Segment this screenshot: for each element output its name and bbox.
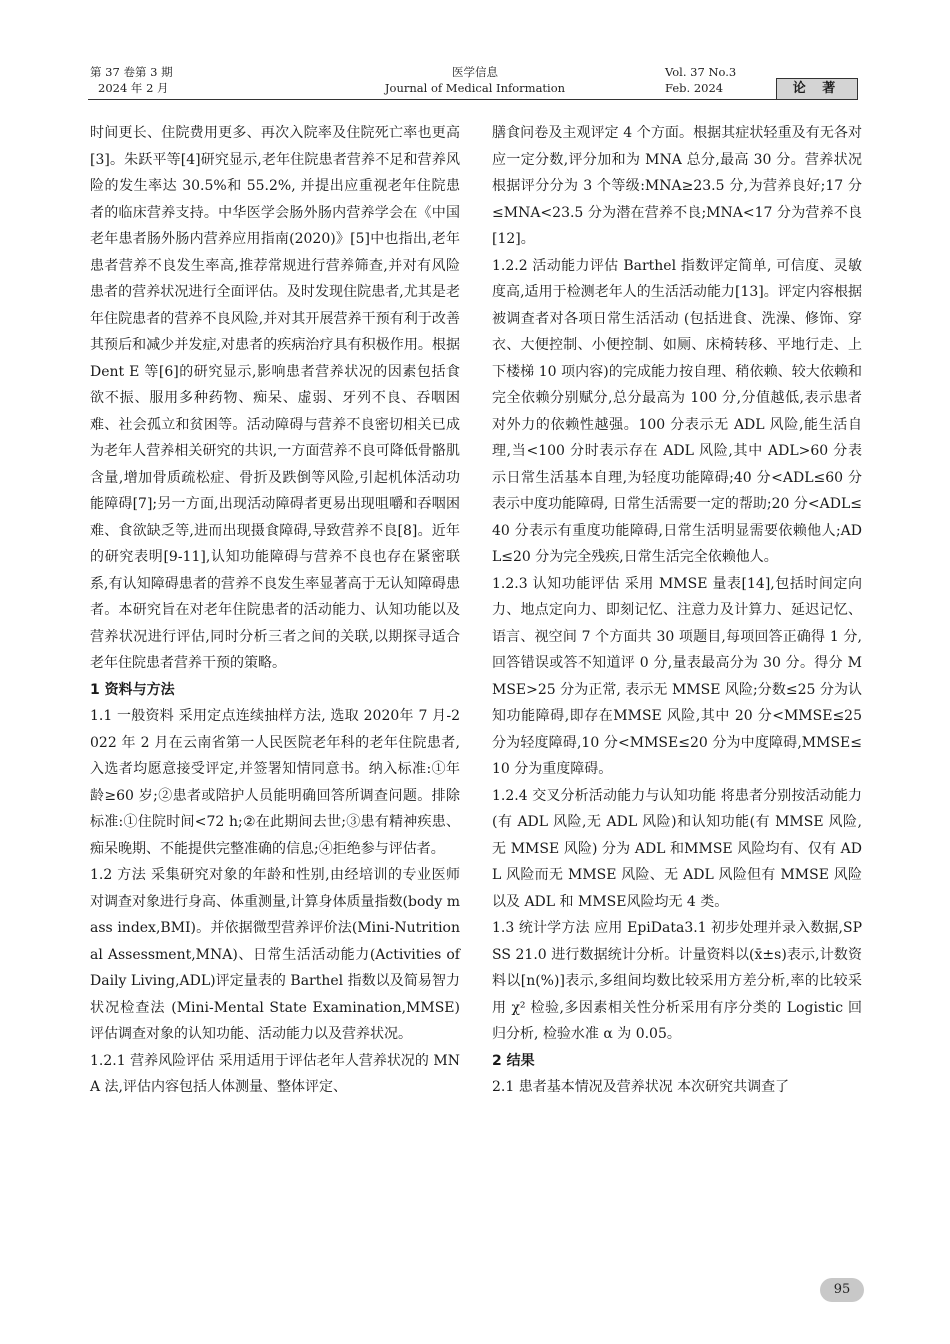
body-paragraph: 1.3 统计学方法 应用 EpiData3.1 初步处理并录入数据,SPSS 21.0 进行数据统计分析。计量资料以(x̄±s)表示,计数资料以[n(%)]表示,多组间均数比较采用方差分析,率的比较采用 χ² 检验,多因素相关性分析采用有序分类的 Logistic 回归分析, 检验水准 α 为 0.05。 — [492, 920, 862, 1042]
header-volume-line: 第 37 卷第 3 期 — [90, 65, 173, 79]
volume-en: Vol. 37 No.3 — [665, 65, 737, 79]
body-paragraph: 1.2.1 营养风险评估 采用适用于评估老年人营养状况的 MNA 法,评估内容包括人体测量、整体评定、 — [90, 1052, 460, 1095]
section-heading: 2 结果 — [492, 1052, 535, 1069]
journal-name-en: Journal of Medical Information — [384, 81, 566, 95]
header-volume-en — [665, 64, 736, 96]
body-paragraph: 1.1 一般资料 采用定点连续抽样方法, 选取 2020年 7 月-2022 年 2 月在云南省第一人民医院老年科的老年住院患者,入选者均愿意接受评定,并签署知情同意书。纳入标准:①年龄≥60 岁;②患者或陪护人员能明确回答所调查问题。排除标准:①住院时间<72 h;②在此期间去世;③患有精神疾患、痴呆晚期、不能提供完整准确的信息;④拒绝参与评估者。 — [90, 708, 460, 857]
body-paragraph: 1.2.2 活动能力评估 Barthel 指数评定简单, 可信度、灵敏度高,适用于检测老年人的生活活动能力[13]。评定内容根据被调查者对各项日常生活活动 (包括进食、洗澡、修饰、穿衣、大便控制、小便控制、如厕、床椅转移、平地行走、上下楼梯 10 项内容)的完成能力按自理、稍依赖、较大依赖和完全依赖分别赋分,总分最高为 100 分,分值越低,表示患者对外力的依赖性越强。100 分表示无 ADL 风险,能生活自理,当<100 分时表示存在 ADL 风险,其中 ADL>60 分表示日常生活基本自理,为轻度功能障碍;40 分<ADL≤60 分表示中度功能障碍, 日常生活需要一定的帮助;20 分<ADL≤40 分表示有重度功能障碍,日常生活明显需要依赖他人;ADL≤20 分为完全残疾,日常生活完全依赖他人。 — [492, 257, 862, 565]
header-rule — [88, 99, 858, 100]
body-paragraph: 1.2.4 交叉分析活动能力与认知功能 将患者分别按活动能力(有 ADL 风险,无 ADL 风险)和认知功能(有 MMSE 风险, 无 MMSE 风险) 分为 ADL 和MMSE 风险均有、仅有 ADL 风险而无 MMSE 风险、无 ADL 风险但有 MMSE 风险以及 ADL 和 MMSE风险均无 4 类。 — [492, 787, 862, 910]
journal-name-cn: 医学信息 — [452, 65, 498, 79]
page-number: 95 — [820, 1278, 864, 1302]
body-paragraph: 膳食问卷及主观评定 4 个方面。根据其症状轻重及有无各对应一定分数,评分加和为 MNA 总分,最高 30 分。营养状况根据评分分为 3 个等级:MNA≥23.5 分,为营养良好;17 分≤MNA<23.5 分为潜在营养不良;MNA<17 分为营养不良[12]。 — [492, 125, 862, 247]
right-column — [492, 120, 862, 1101]
section-heading: 1 资料与方法 — [90, 681, 175, 698]
body-paragraph: 1.2.3 认知功能评估 采用 MMSE 量表[14],包括时间定向力、地点定向力、即刻记忆、注意力及计算力、延迟记忆、语言、视空间 7 个方面共 30 项题目,每项回答正确得 1 分,回答错误或答不知道评 0 分,量表最高分为 30 分。得分 MMSE>25 分为正常, 表示无 MMSE 风险;分数≤25 分为认知功能障碍,即存在MMSE 风险,其中 20 分<MMSE≤25 分为轻度障碍,10 分<MMSE≤20 分为中度障碍,MMSE≤10 分为重度障碍。 — [492, 575, 862, 777]
section-badge: 论 著 — [776, 78, 858, 100]
body-paragraph: 时间更长、住院费用更多、再次入院率及住院死亡率也更高[3]。朱跃平等[4]研究显示,老年住院患者营养不足和营养风险的发生率达 30.5%和 55.2%, 并提出应重视老年住院患者的临床营养支持。中华医学会肠外肠内营养学会在《中国老年患者肠外肠内营养应用指南(2020)》[5]中也指出,老年患者营养不良发生率高,推荐常规进行营养筛查,并对有风险患者的营养状况进行全面评估。及时发现住院患者,尤其是老年住院患者的营养不良风险,并对其开展营养干预有利于改善其预后和减少并发症,对患者的疾病治疗具有积极作用。根据 Dent E 等[6]的研究显示,影响患者营养状况的因素包括食欲不振、服用多种药物、痴呆、虚弱、牙列不良、吞咽困难、社会孤立和贫困等。活动障碍与营养不良密切相关已成为老年人营养相关研究的共识,一方面营养不良可降低骨骼肌含量,增加骨质疏松症、骨折及跌倒等风险,引起机体活动功能障碍[7];另一方面,出现活动障碍者更易出现咀嚼和吞咽困难、食欲缺乏等,进而出现摄食障碍,导致营养不良[8]。近年的研究表明[9-11],认知功能障碍与营养不良也存在紧密联系,有认知障碍患者的营养不良发生率显著高于无认知障碍患者。本研究旨在对老年住院患者的活动能力、认知功能以及营养状况进行评估,同时分析三者之间的关联,以期探寻适合老年住院患者营养干预的策略。 — [90, 125, 460, 671]
date-en: Feb. 2024 — [665, 81, 724, 95]
body-paragraph: 2.1 患者基本情况及营养状况 本次研究共调查了 — [492, 1079, 790, 1095]
header-date-line: 2024 年 2 月 — [98, 81, 169, 95]
body-paragraph: 1.2 方法 采集研究对象的年龄和性别,由经培训的专业医师对调查对象进行身高、体重测量,计算身体质量指数(body mass index,BMI)。并依据微型营养评价法(Mini-Nutritional Assessment,MNA)、日常生活活动能力(Activities of Daily Living,ADL)评定量表的 Barthel 指数以及简易智力状况检查法 (Mini-Mental State Examination,MMSE)评估调查对象的认知功能、活动能力以及营养状况。 — [90, 867, 460, 1042]
left-column — [90, 120, 460, 1101]
